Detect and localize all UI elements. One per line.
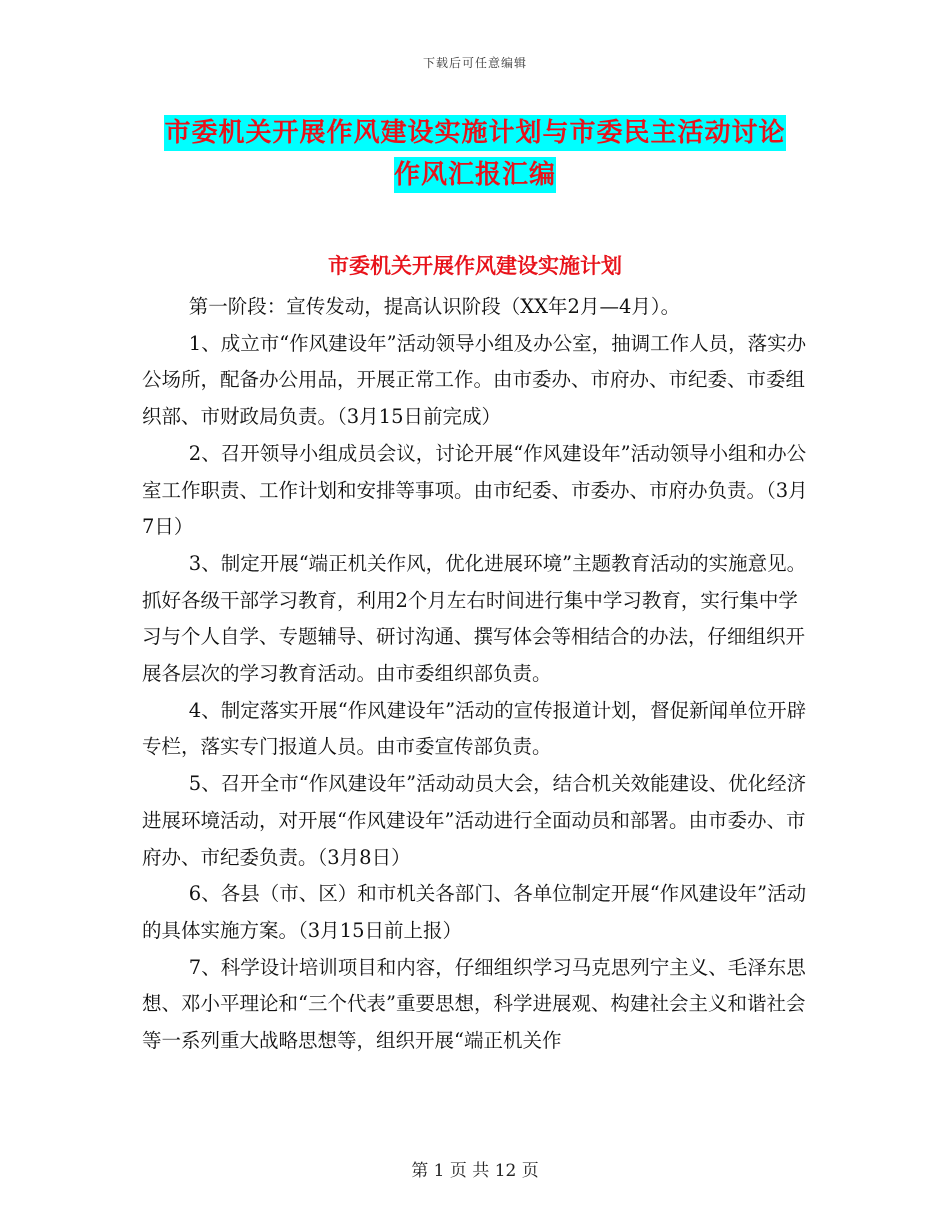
document-body	[142, 289, 814, 1060]
document-title-line-2-text: 作风汇报汇编	[394, 157, 556, 193]
document-title-line-1	[0, 112, 950, 149]
paragraph: 第一阶段：宣传发动，提高认识阶段（XX年2月—4月）。	[188, 295, 681, 318]
header-note: 下载后可任意编辑	[422, 56, 527, 70]
document-title-line-1-text: 市委机关开展作风建设实施计划与市委民主活动讨论	[164, 115, 785, 151]
paragraph: 5、召开全市“作风建设年”活动动员大会，结合机关效能建设、优化经济进展环境活动，对开展“作风建设年”活动进行全面动员和部署。由市委办、市府办、市纪委负责。（3月8日）	[142, 772, 807, 869]
paragraph: 1、成立市“作风建设年”活动领导小组及办公室，抽调工作人员，落实办公场所，配备办公用品，开展正常工作。由市委办、市府办、市纪委、市委组织部、市财政局负责。（3月15日前完成）	[142, 331, 807, 429]
paragraph: 6、各县（市、区）和市机关各部门、各单位制定开展“作风建设年”活动的具体实施方案。（3月15日前上报）	[142, 882, 807, 942]
document-title-line-2	[0, 154, 950, 191]
section-title: 市委机关开展作风建设实施计划	[328, 253, 622, 278]
page-number-footer: 第 1 页 共 12 页	[411, 1161, 539, 1181]
paragraph: 4、制定落实开展“作风建设年”活动的宣传报道计划，督促新闻单位开辟专栏，落实专门报道人员。由市委宣传部负责。	[142, 698, 807, 759]
paragraph: 7、科学设计培训项目和内容，仔细组织学习马克思列宁主义、毛泽东思想、邓小平理论和“三个代表”重要思想，科学进展观、构建社会主义和谐社会等一系列重大战略思想等，组织开展“端正机关作	[142, 955, 806, 1053]
paragraph: 2、召开领导小组成员会议，讨论开展“作风建设年”活动领导小组和办公室工作职责、工作计划和安排等事项。由市纪委、市委办、市府办负责。（3月7日）	[142, 441, 808, 539]
paragraph: 3、制定开展“端正机关作风，优化进展环境”主题教育活动的实施意见。抓好各级干部学习教育，利用2个月左右时间进行集中学习教育，实行集中学习与个人自学、专题辅导、研讨沟通、撰写体会等相结合的办法，仔细组织开展各层次的学习教育活动。由市委组织部负责。	[142, 551, 807, 686]
